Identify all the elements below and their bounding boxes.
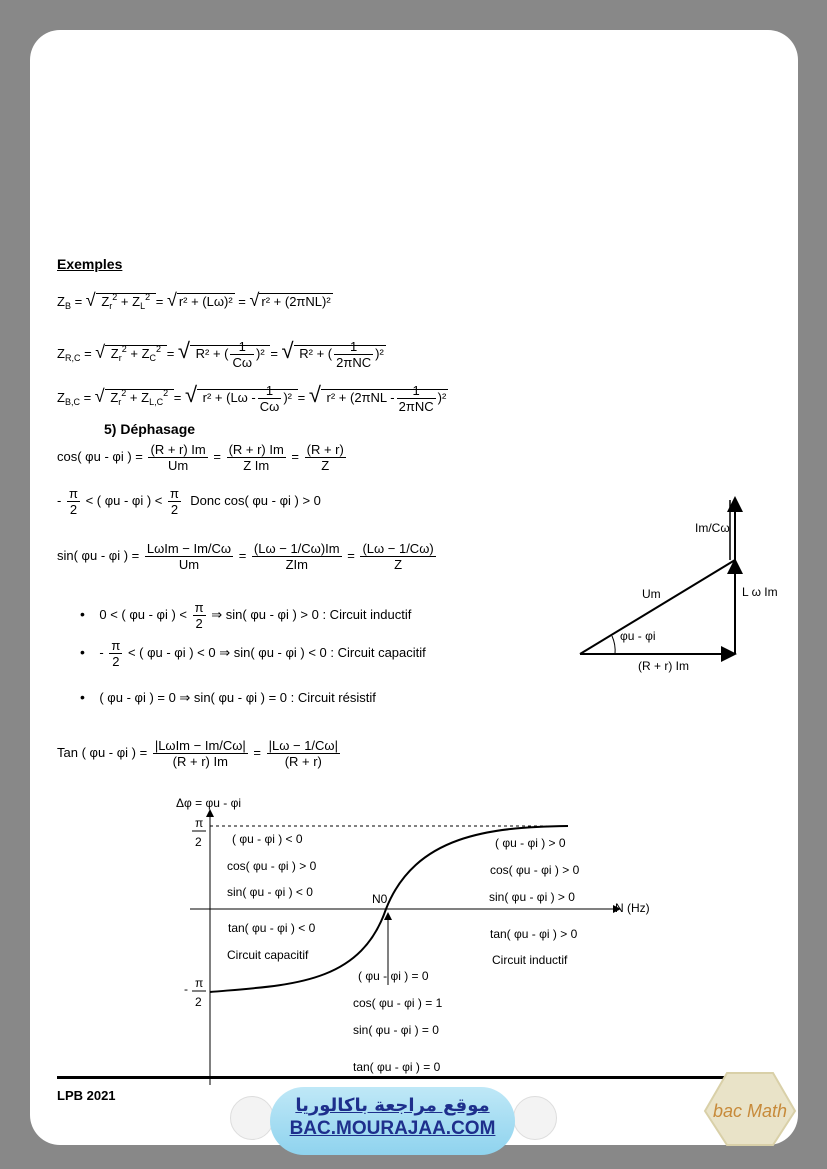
right-label: Circuit inductif: [492, 953, 568, 967]
dephasage-heading: 5) Déphasage: [104, 421, 196, 437]
formula-tan: Tan ( φu - φi ) = $\frac{\text{|LωIm − Im/Cω|}}{(R + r) Im}$ = $\frac{|L\omega - 1/C\omega|}{(R + r)}$: [57, 738, 338, 769]
label-base: (R + r) Im: [638, 659, 689, 673]
site-logo-right: [513, 1096, 557, 1140]
left-label: cos( φu - φi ) > 0: [227, 859, 317, 873]
top-pi: π: [195, 816, 204, 830]
bot-two: 2: [195, 995, 202, 1009]
bacmath-logo: [697, 1067, 803, 1149]
bacmath-text: bac Math: [712, 1101, 788, 1121]
top-two: 2: [195, 835, 202, 849]
y-axis-label: Δφ = φu - φi: [176, 796, 242, 810]
bottom-label: ( φu - φi ) = 0: [358, 969, 429, 983]
bot-pi: π: [195, 976, 204, 990]
x-axis-label: N (Hz): [615, 901, 650, 915]
banner-arabic: موقع مراجعة باكالوريا: [295, 1095, 490, 1116]
formula-zrc: $Z_{R,C}$ = √ $Z_r^2 + Z_C^2$ = √ R² + ( $\frac{1}{C\omega}$ )² = √ R² + ( $\frac{1}{\text{2πNC}}$ )²: [57, 338, 384, 371]
phasor-diagram: [570, 490, 790, 680]
right-label: ( φu - φi ) > 0: [495, 836, 566, 850]
right-label: tan( φu - φi ) > 0: [490, 927, 578, 941]
site-banner[interactable]: [270, 1087, 515, 1155]
left-label: Circuit capacitif: [227, 948, 309, 962]
site-logo-left: [230, 1096, 274, 1140]
phase-graph: [170, 795, 650, 1085]
bot-minus: -: [184, 982, 188, 996]
right-label: cos( φu - φi ) > 0: [490, 863, 580, 877]
bottom-label: tan( φu - φi ) = 0: [353, 1060, 441, 1074]
label-um: Um: [642, 587, 661, 601]
examples-heading: Exemples: [57, 256, 123, 272]
formula-zb: $Z_B$ = √ $Z_r^2 + Z_L^2$ = √ r² + (Lω)² = √ r² + (2πNL)²: [57, 290, 331, 311]
label-angle: φu - φi: [620, 629, 656, 643]
formula-zbc: $Z_{B,C}$ = √ $Z_r^2 + Z_{L,C}^2$ = √ r² + (Lω - $\frac{1}{C\omega}$ )² = √ r² + (2πNL - $\frac{1}{\text{2πNC}}$ )²: [57, 382, 447, 415]
bullet-item: • 0 < ( φu - φi ) < $\frac{\pi}{2}$ ⇒ sin( φu - φi ) > 0 : Circuit inductif: [80, 600, 412, 631]
left-label: sin( φu - φi ) < 0: [227, 885, 313, 899]
formula-cos: cos( φu - φi ) = $\frac{(R + r) Im}{Um}$ = $\frac{(R + r) Im}{\text{Z Im}}$ = $\frac{(R + r)}{Z}$: [57, 442, 344, 473]
footer-rule: [57, 1076, 757, 1079]
bottom-label: cos( φu - φi ) = 1: [353, 996, 443, 1010]
bullet-item: • ( φu - φi ) = 0 ⇒ sin( φu - φi ) = 0 : Circuit résistif: [80, 689, 376, 705]
label-im-over-c: Im/Cω: [695, 521, 730, 535]
bullet-item: • - $\frac{\pi}{2}$ < ( φu - φi ) < 0 ⇒ sin( φu - φi ) < 0 : Circuit capacitif: [80, 638, 426, 669]
range-line: - $\frac{\pi}{2}$ < ( φu - φi ) < $\frac{\pi}{2}$ Donc cos( φu - φi ) > 0: [57, 486, 321, 517]
um-vector: [580, 560, 735, 654]
left-label: ( φu - φi ) < 0: [232, 832, 303, 846]
label-l-omega-im: L ω Im: [742, 585, 778, 599]
formula-sin: sin( φu - φi ) = $\frac{\text{LωIm − Im/Cω}}{Um}$ = $\frac{(L\omega - 1/C\omega)Im}{\text{ZIm}}$ = $\frac{(L\omega - 1/C\omega)}{Z}$: [57, 541, 434, 572]
banner-site: BAC.MOURAJAA.COM: [289, 1118, 496, 1139]
footer-left: LPB 2021: [57, 1088, 116, 1103]
right-label: sin( φu - φi ) > 0: [489, 890, 575, 904]
n0-label: N0: [372, 892, 388, 906]
bottom-label: sin( φu - φi ) = 0: [353, 1023, 439, 1037]
left-label: tan( φu - φi ) < 0: [228, 921, 316, 935]
